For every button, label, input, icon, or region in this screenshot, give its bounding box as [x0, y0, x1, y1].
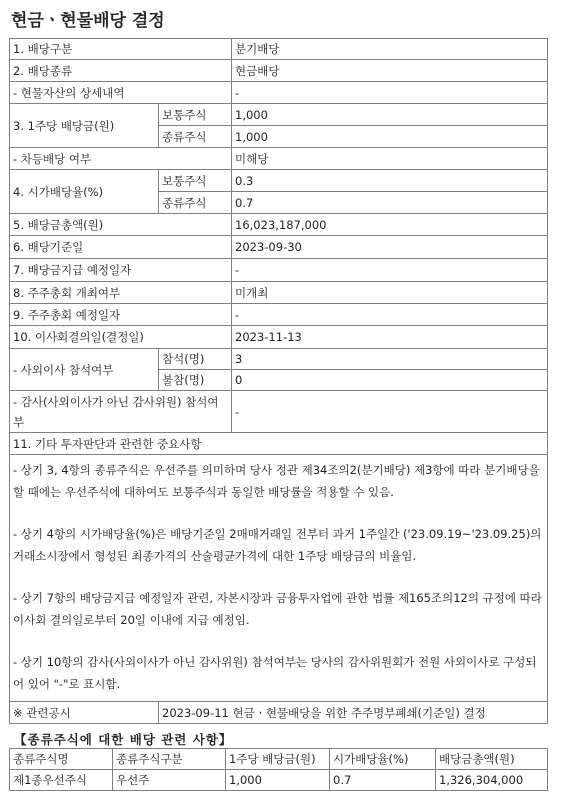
row-label: 9. 주주총회 예정일자	[10, 304, 232, 326]
table-row	[10, 236, 548, 259]
table-row	[10, 349, 548, 370]
table-row	[10, 170, 548, 192]
row-value: 2023-11-13	[232, 326, 548, 349]
row-value: 0.3	[232, 170, 548, 192]
table-row	[10, 259, 548, 282]
row-label: - 현물자산의 상세내역	[10, 82, 232, 104]
row-label: 7. 배당금지급 예정일자	[10, 259, 232, 282]
row-value: 0.7	[232, 192, 548, 214]
row-label: - 감사(사외이사가 아닌 감사위원) 참석여부	[10, 391, 232, 433]
row-label: 11. 기타 투자판단과 관련한 중요사항	[10, 433, 548, 455]
note-paragraph: - 상기 7항의 배당금지급 예정일자 관련, 자본시장과 금융투자업에 관한 법률 제165조의12의 규정에 따라 이사회 결의일로부터 20일 이내에 지급 예정임.	[13, 591, 542, 627]
column-header: 시가배당율(%)	[330, 749, 436, 770]
table-row	[10, 282, 548, 304]
table-row	[10, 148, 548, 170]
row-value: -	[232, 259, 548, 282]
table-cell: 0.7	[330, 770, 436, 791]
row-value: 1,000	[232, 104, 548, 126]
row-label: 6. 배당기준일	[10, 236, 232, 259]
related-disclosure-link[interactable]: 2023-09-11 현금ㆍ현물배당을 위한 주주명부폐쇄(기준일) 결정	[159, 702, 548, 724]
table-row	[10, 214, 548, 236]
table-row	[10, 326, 548, 349]
table-row	[10, 104, 548, 126]
row-label: - 사외이사 참석여부	[10, 349, 159, 391]
section-title: 【종류주식에 대한 배당 관련 사항】	[14, 732, 233, 747]
row-label: 3. 1주당 배당금(원)	[10, 104, 159, 148]
column-header: 1주당 배당금(원)	[226, 749, 330, 770]
row-label: 1. 배당구분	[10, 39, 232, 60]
row-label: 8. 주주총회 개최여부	[10, 282, 232, 304]
sub-label: 종류주식	[159, 192, 232, 214]
row-value: 0	[232, 370, 548, 391]
table-row	[10, 455, 548, 702]
sub-label: 참석(명)	[159, 349, 232, 370]
table-cell: 1,326,304,000	[436, 770, 548, 791]
table-row	[10, 702, 548, 724]
row-value: -	[232, 82, 548, 104]
table-header-row	[10, 749, 548, 770]
sub-label: 보통주식	[159, 104, 232, 126]
table-cell: 우선주	[113, 770, 226, 791]
row-value: 16,023,187,000	[232, 214, 548, 236]
column-header: 배당금총액(원)	[436, 749, 548, 770]
note-paragraph: - 상기 4항의 시가배당율(%)은 배당기준일 2매매거래일 전부터 과거 1주일간 ('23.09.19~'23.09.25)의 거래소시장에서 형성된 최종가격의 산술평균가격에 대한 1주당 배당금의 비율임.	[13, 527, 542, 563]
sub-label: 종류주식	[159, 126, 232, 148]
note-paragraph: - 상기 3, 4항의 종류주식은 우선주를 의미하며 당사 정관 제34조의2(분기배당) 제3항에 따라 분기배당을 할 때에는 우선주식에 대하여도 보통주식과 동일한 배당률을 적용할 수 있음.	[13, 463, 540, 499]
table-cell: 1,000	[226, 770, 330, 791]
table-row	[10, 304, 548, 326]
sub-label: 보통주식	[159, 170, 232, 192]
row-value: 2023-09-30	[232, 236, 548, 259]
table-cell: 제1종우선주식	[10, 770, 113, 791]
column-header: 종류주식명	[10, 749, 113, 770]
row-value: 현금배당	[232, 60, 548, 82]
table-row	[10, 770, 548, 791]
row-value: 미해당	[232, 148, 548, 170]
sub-label: 불참(명)	[159, 370, 232, 391]
row-label: 10. 이사회결의일(결정일)	[10, 326, 232, 349]
row-value: 미개최	[232, 282, 548, 304]
row-value: 3	[232, 349, 548, 370]
row-value: -	[232, 391, 548, 433]
row-label: - 차등배당 여부	[10, 148, 232, 170]
column-header: 종류주식구분	[113, 749, 226, 770]
table-row	[10, 60, 548, 82]
notes-cell	[10, 455, 548, 702]
page-title: 현금ㆍ현물배당 결정	[11, 11, 165, 31]
dividend-decision-table	[9, 38, 548, 724]
preferred-dividend-table	[9, 748, 548, 791]
row-label: 4. 시가배당율(%)	[10, 170, 159, 214]
row-value: 1,000	[232, 126, 548, 148]
table-row	[10, 82, 548, 104]
row-value: 분기배당	[232, 39, 548, 60]
table-row	[10, 433, 548, 455]
row-label: 2. 배당종류	[10, 60, 232, 82]
table-row	[10, 391, 548, 433]
table-row	[10, 39, 548, 60]
related-label: ※ 관련공시	[10, 702, 159, 724]
row-label: 5. 배당금총액(원)	[10, 214, 232, 236]
note-paragraph: - 상기 10항의 감사(사외이사가 아닌 감사위원) 참석여부는 당사의 감사위원회가 전원 사외이사로 구성되어 있어 "-"로 표시함.	[13, 655, 537, 691]
row-value: -	[232, 304, 548, 326]
